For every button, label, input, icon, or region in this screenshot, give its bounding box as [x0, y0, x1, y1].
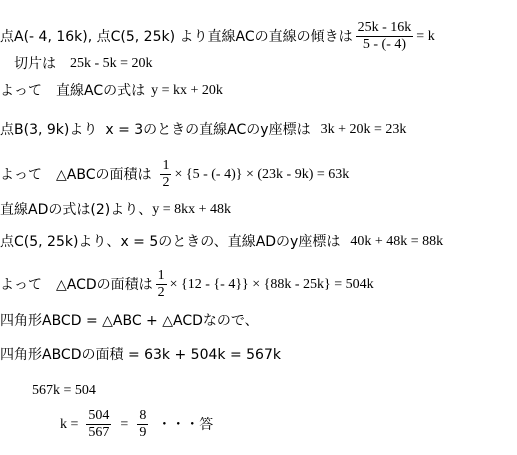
area-acd-denominator: 2: [157, 285, 165, 300]
intercept-label: 切片は: [14, 56, 56, 72]
area-abc-numerator: 1: [162, 158, 170, 173]
intercept-line: [14, 55, 153, 73]
slope-numerator: 25k - 16k: [357, 20, 412, 35]
answer-equals: =: [120, 416, 129, 432]
area-abc-denominator: 2: [162, 175, 170, 190]
slope-text: 点A(- 4, 16k), 点C(5, 25k) より直線ACの直線の傾きは: [0, 28, 353, 45]
line-ad-equation: [0, 201, 231, 219]
answer-marker: ・・・答: [157, 416, 214, 433]
area-acd-label: よって △ACDの面積は: [0, 276, 153, 293]
point-c-value: 40k + 48k = 88k: [350, 234, 444, 249]
area-abc-line: [0, 158, 349, 191]
area-abc-label: よって △ABCの面積は: [0, 166, 152, 183]
slope-fraction: [356, 20, 414, 53]
answer-fraction-1: [86, 408, 111, 441]
answer-k-label: k =: [60, 416, 79, 432]
answer-numerator-2: 8: [139, 408, 147, 423]
point-b-line: [0, 121, 406, 139]
quadrilateral-area-line: [0, 346, 281, 364]
quadrilateral-area-text: 四角形ABCDの面積 = 63k + 504k = 567k: [0, 347, 281, 363]
answer-line: [60, 408, 213, 441]
area-acd-numerator: 1: [157, 268, 165, 283]
quadrilateral-sum-line: [0, 312, 259, 330]
quadrilateral-sum-text: 四角形ABCD = △ABC + △ACDなので、: [0, 313, 259, 329]
line-ac-equation: [0, 82, 223, 100]
equation-text: 567k = 504: [32, 383, 96, 398]
point-c-label: 点C(5, 25k)より、: [0, 234, 121, 250]
area-acd-fraction: [156, 268, 167, 301]
area-abc-fraction: [160, 158, 171, 191]
area-acd-line: [0, 268, 374, 301]
point-c-condition: x = 5のときの、直線ADのy座標は: [120, 234, 341, 250]
answer-fraction-2: [137, 408, 148, 441]
line-ac-label: よって 直線ACの式は: [0, 83, 146, 99]
slope-result: = k: [416, 28, 435, 44]
equation-line: [32, 382, 96, 400]
answer-denominator-2: 9: [139, 425, 147, 440]
area-abc-expression: × {5 - (- 4)} × (23k - 9k) = 63k: [174, 166, 350, 182]
slope-line: [0, 20, 435, 53]
area-acd-expression: × {12 - {- 4}} × {88k - 25k} = 504k: [169, 276, 374, 292]
line-ad-label: 直線ADの式は(2)より、: [0, 202, 153, 218]
line-ad-formula: y = 8kx + 48k: [152, 202, 231, 217]
point-c-line: [0, 233, 443, 251]
answer-denominator-1: 567: [88, 425, 110, 440]
point-b-condition: x = 3のときの直線ACのy座標は: [105, 122, 311, 138]
intercept-value: 25k - 5k = 20k: [70, 56, 153, 71]
line-ac-formula: y = kx + 20k: [151, 83, 223, 98]
point-b-label: 点B(3, 9k)より: [0, 122, 98, 138]
answer-numerator-1: 504: [88, 408, 110, 423]
point-b-value: 3k + 20k = 23k: [320, 122, 407, 137]
slope-denominator: 5 - (- 4): [362, 37, 407, 52]
